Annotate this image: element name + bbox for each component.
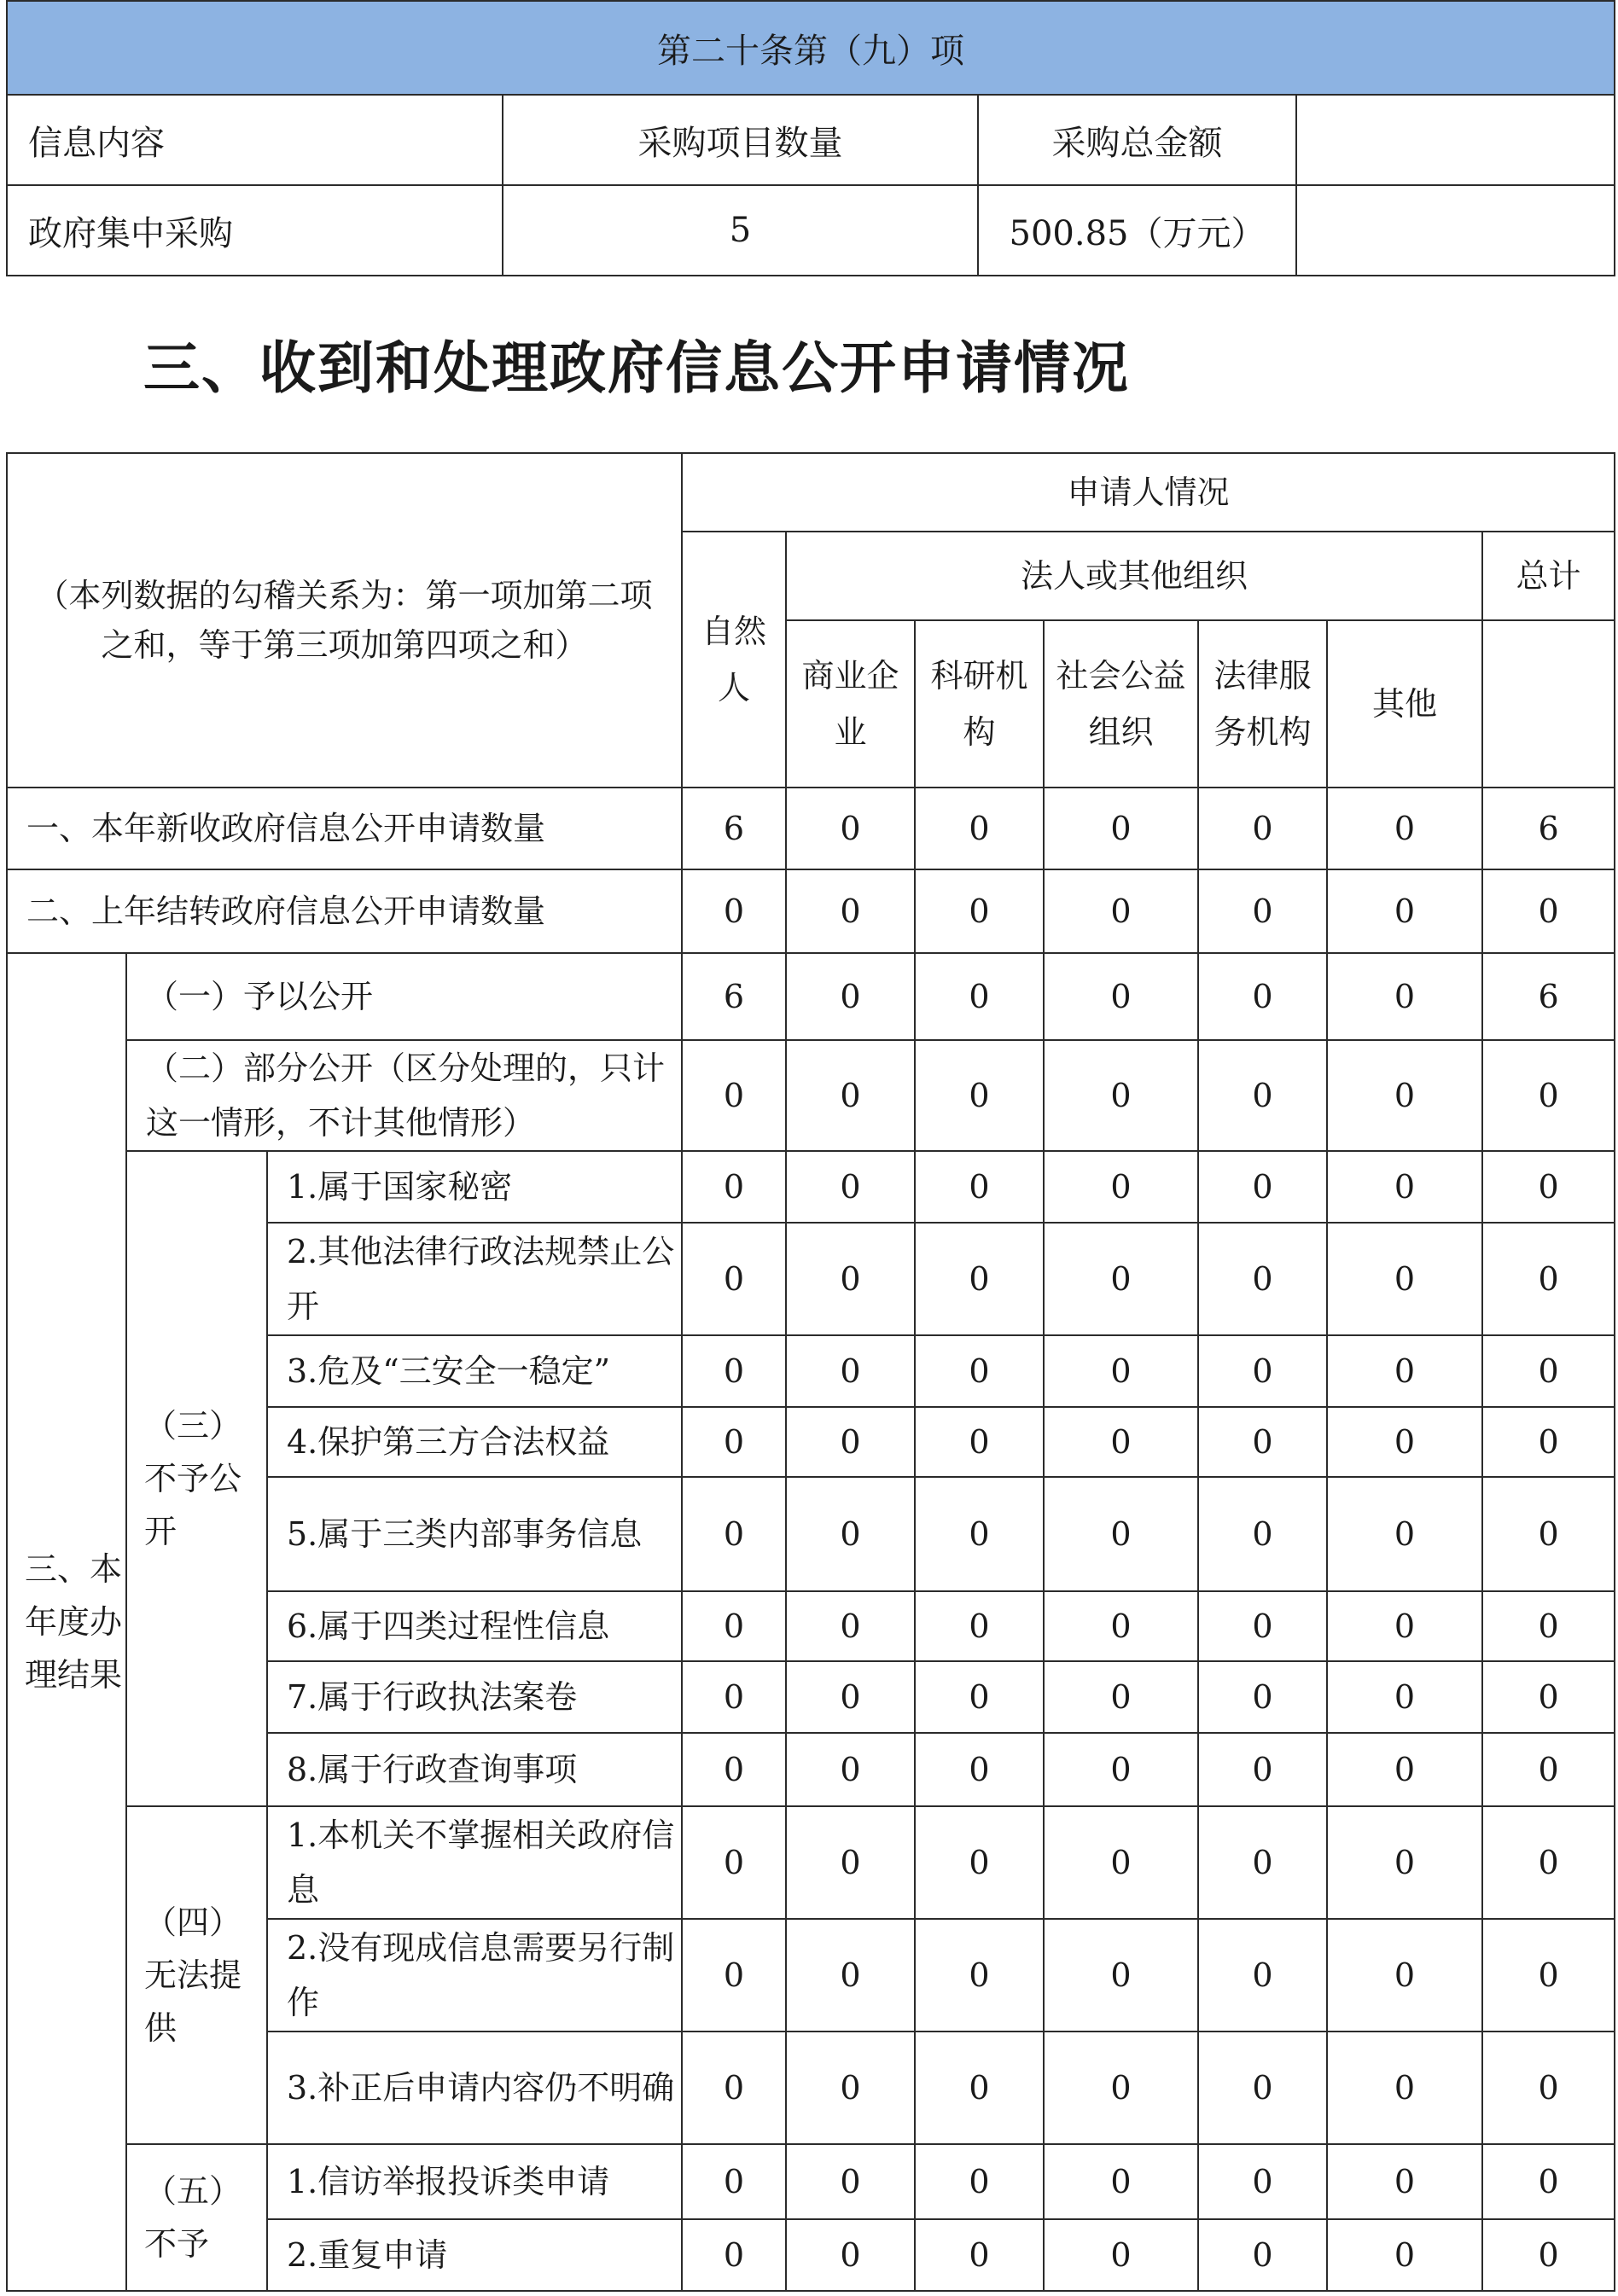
procurement-table: [6, 0, 1615, 276]
cell-value: 0: [915, 869, 1044, 953]
cell-value: 0: [1044, 2032, 1198, 2144]
row-granted: [7, 953, 1615, 1040]
cell-value: 0: [786, 2032, 915, 2144]
cell-value: 0: [682, 1733, 786, 1806]
cell-value: 0: [1482, 1477, 1615, 1591]
row-label: 4.保护第三方合法权益: [267, 1407, 682, 1477]
cell-value: 0: [915, 1407, 1044, 1477]
cell-value: 6: [682, 953, 786, 1040]
sub-header-legal-service: 法律服务机构: [1198, 620, 1327, 788]
col-project-count: 采购项目数量: [503, 95, 978, 185]
cell-value: 0: [1044, 1591, 1198, 1661]
row-label: 8.属于行政查询事项: [267, 1733, 682, 1806]
cell-value: 0: [1482, 2219, 1615, 2291]
row-label: 1.信访举报投诉类申请: [267, 2144, 682, 2219]
cell-value: 0: [915, 1806, 1044, 1919]
cell-value: 0: [1482, 1407, 1615, 1477]
cell-value: 0: [682, 1335, 786, 1407]
cell-value: 0: [915, 2032, 1044, 2144]
cell-value: 0: [1327, 2032, 1482, 2144]
cell-value: 0: [1044, 1151, 1198, 1223]
cell-value: 0: [682, 1040, 786, 1151]
cell-value: 0: [915, 1919, 1044, 2032]
cell-value: 0: [786, 2144, 915, 2219]
row-count: 5: [503, 185, 978, 276]
cell-value: 0: [1198, 1733, 1327, 1806]
cell-value: 0: [1198, 788, 1327, 869]
row-label: 2.重复申请: [267, 2219, 682, 2291]
cell-value: 0: [1044, 1477, 1198, 1591]
cell-value: 0: [1482, 869, 1615, 953]
cell-value: 0: [1482, 1919, 1615, 2032]
procurement-header-row: [7, 1, 1615, 95]
col-total-amount: 采购总金额: [978, 95, 1296, 185]
cell-value: 0: [915, 1733, 1044, 1806]
cell-value: 0: [1198, 1407, 1327, 1477]
cell-value: 0: [1198, 1223, 1327, 1335]
table-row: [7, 1151, 1615, 1223]
cell-value: 0: [786, 1806, 915, 1919]
cell-value: 0: [786, 869, 915, 953]
cell-value: 0: [1198, 1591, 1327, 1661]
cell-value: 0: [682, 1477, 786, 1591]
cell-value: 0: [682, 1407, 786, 1477]
cell-value: 0: [786, 2219, 915, 2291]
cell-value: 0: [682, 1151, 786, 1223]
cell-value: 0: [1198, 1806, 1327, 1919]
cell-value: 0: [1327, 1919, 1482, 2032]
cell-value: 0: [1327, 1335, 1482, 1407]
col-blank: [1296, 95, 1615, 185]
cell-value: 0: [1327, 1407, 1482, 1477]
cell-value: 0: [1198, 1661, 1327, 1733]
cell-value: 0: [1044, 1223, 1198, 1335]
row-label: 3.危及“三安全一稳定”: [267, 1335, 682, 1407]
cell-value: 0: [915, 2219, 1044, 2291]
cell-value: 0: [1482, 2144, 1615, 2219]
cell-value: 0: [1044, 1919, 1198, 2032]
cell-value: 0: [1482, 1223, 1615, 1335]
cell-value: 0: [786, 1733, 915, 1806]
applicant-header: 申请人情况: [682, 453, 1615, 532]
cell-value: 0: [1327, 1477, 1482, 1591]
group-not-disclosed-label: （三）不予公开: [126, 1151, 267, 1806]
sub-header-public-welfare: 社会公益组织: [1044, 620, 1198, 788]
cell-value: 0: [915, 1040, 1044, 1151]
row-label: 5.属于三类内部事务信息: [267, 1477, 682, 1591]
cell-value: 0: [786, 1223, 915, 1335]
cell-value: 0: [786, 1661, 915, 1733]
cell-value: 0: [1482, 1806, 1615, 1919]
cell-value: 0: [1198, 1151, 1327, 1223]
cell-value: 0: [1044, 788, 1198, 869]
cell-value: 6: [1482, 788, 1615, 869]
row-label: 1.本机关不掌握相关政府信息: [267, 1806, 682, 1919]
application-table: [6, 452, 1615, 2292]
cell-value: 0: [786, 1477, 915, 1591]
cell-value: 0: [915, 1477, 1044, 1591]
row-label: （二）部分公开（区分处理的，只计这一情形，不计其他情形）: [126, 1040, 682, 1151]
row-label: 政府集中采购: [7, 185, 503, 276]
cell-value: 0: [915, 1151, 1044, 1223]
row-carried-over: [7, 869, 1615, 953]
group-not-processed-label: （五）不予: [126, 2144, 267, 2291]
cell-value: 0: [1044, 1040, 1198, 1151]
header-row-1: [7, 453, 1615, 532]
cell-value: 0: [1198, 2219, 1327, 2291]
sub-header-total-blank: [1482, 620, 1615, 788]
cell-value: 0: [1327, 1591, 1482, 1661]
legal-group-header: 法人或其他组织: [786, 532, 1482, 620]
procurement-data-row: [7, 185, 1615, 276]
cell-value: 0: [1198, 1919, 1327, 2032]
cell-value: 0: [1044, 1335, 1198, 1407]
row-label: 1.属于国家秘密: [267, 1151, 682, 1223]
cell-value: 0: [1198, 1477, 1327, 1591]
table-row: [7, 2144, 1615, 2219]
row-partially-granted: [7, 1040, 1615, 1151]
cell-value: 0: [682, 2032, 786, 2144]
row-label: 6.属于四类过程性信息: [267, 1591, 682, 1661]
cell-value: 0: [1482, 1591, 1615, 1661]
cell-value: 0: [1327, 1151, 1482, 1223]
procurement-columns-row: [7, 95, 1615, 185]
cell-value: 0: [1327, 1661, 1482, 1733]
cell-value: 0: [915, 1335, 1044, 1407]
cell-value: 0: [682, 1223, 786, 1335]
cell-value: 0: [1327, 1806, 1482, 1919]
cell-value: 0: [682, 1661, 786, 1733]
section-title: 三、收到和处理政府信息公开申请情况: [143, 335, 1130, 401]
cell-value: 6: [682, 788, 786, 869]
cell-value: 0: [1044, 2144, 1198, 2219]
cell-value: 0: [1044, 1407, 1198, 1477]
cell-value: 0: [1482, 1733, 1615, 1806]
cell-value: 0: [1044, 953, 1198, 1040]
procurement-header: 第二十条第（九）项: [7, 1, 1615, 95]
cell-value: 0: [915, 2144, 1044, 2219]
cell-value: 0: [1327, 2219, 1482, 2291]
cell-value: 0: [1044, 2219, 1198, 2291]
cell-value: 0: [1327, 1733, 1482, 1806]
cell-value: 0: [915, 788, 1044, 869]
cell-value: 0: [1327, 788, 1482, 869]
cell-value: 0: [786, 1040, 915, 1151]
cell-value: 0: [682, 869, 786, 953]
cell-value: 0: [786, 1919, 915, 2032]
sub-header-business: 商业企业: [786, 620, 915, 788]
cell-value: 0: [1044, 1733, 1198, 1806]
cell-value: 0: [1482, 1040, 1615, 1151]
col-info-content: 信息内容: [7, 95, 503, 185]
cell-value: 0: [915, 1591, 1044, 1661]
cell-value: 0: [786, 1591, 915, 1661]
cell-value: 0: [786, 1151, 915, 1223]
cell-value: 0: [1327, 953, 1482, 1040]
cell-value: 0: [682, 1591, 786, 1661]
row-label: 一、本年新收政府信息公开申请数量: [7, 788, 682, 869]
total-header: 总计: [1482, 532, 1615, 620]
row-label: 2.其他法律行政法规禁止公开: [267, 1223, 682, 1335]
row-extra: [1296, 185, 1615, 276]
cell-value: 0: [1198, 1335, 1327, 1407]
cell-value: 0: [915, 953, 1044, 1040]
cell-value: 0: [1198, 1040, 1327, 1151]
row-label: 2.没有现成信息需要另行制作: [267, 1919, 682, 2032]
row-amount: 500.85（万元）: [978, 185, 1296, 276]
cell-value: 0: [1044, 1661, 1198, 1733]
cell-value: 0: [1327, 2144, 1482, 2219]
row-label: （一）予以公开: [126, 953, 682, 1040]
cell-value: 6: [1482, 953, 1615, 1040]
cell-value: 0: [1327, 869, 1482, 953]
cell-value: 0: [1482, 1661, 1615, 1733]
cell-value: 0: [786, 953, 915, 1040]
cell-value: 0: [915, 1223, 1044, 1335]
cell-value: 0: [1044, 1806, 1198, 1919]
cell-value: 0: [915, 1661, 1044, 1733]
cell-value: 0: [1198, 2032, 1327, 2144]
cell-value: 0: [1198, 953, 1327, 1040]
cell-value: 0: [786, 788, 915, 869]
cell-value: 0: [682, 1806, 786, 1919]
cell-value: 0: [1482, 1151, 1615, 1223]
sub-header-other: 其他: [1327, 620, 1482, 788]
cell-value: 0: [786, 1407, 915, 1477]
cell-value: 0: [1198, 2144, 1327, 2219]
row-label: 7.属于行政执法案卷: [267, 1661, 682, 1733]
cell-value: 0: [682, 2144, 786, 2219]
row-label: 3.补正后申请内容仍不明确: [267, 2032, 682, 2144]
cell-value: 0: [1327, 1040, 1482, 1151]
table-row: [7, 1806, 1615, 1919]
cell-value: 0: [1482, 1335, 1615, 1407]
row-label: 二、上年结转政府信息公开申请数量: [7, 869, 682, 953]
cell-value: 0: [1198, 869, 1327, 953]
group-unavailable-label: （四）无法提供: [126, 1806, 267, 2144]
cell-value: 0: [1044, 869, 1198, 953]
cell-value: 0: [682, 1919, 786, 2032]
cell-value: 0: [682, 2219, 786, 2291]
result-section-label: 三、本年度办理结果: [7, 953, 126, 2291]
row-new-applications: [7, 788, 1615, 869]
cell-value: 0: [786, 1335, 915, 1407]
cell-value: 0: [1482, 2032, 1615, 2144]
sub-header-research: 科研机构: [915, 620, 1044, 788]
cell-value: 0: [1327, 1223, 1482, 1335]
table-description: （本列数据的勾稽关系为：第一项加第二项之和，等于第三项加第四项之和）: [7, 453, 682, 788]
natural-person-header: 自然人: [682, 532, 786, 788]
